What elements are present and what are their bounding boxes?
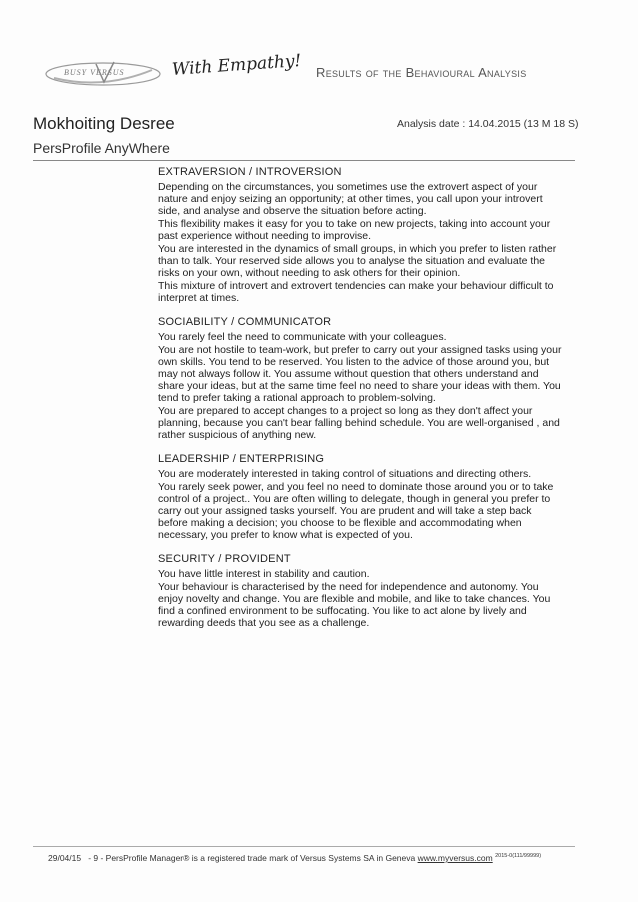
- section-title: LEADERSHIP / ENTERPRISING: [158, 453, 325, 465]
- tagline: With Empathy!: [171, 50, 302, 80]
- footer-text: - 9 - PersProfile Manager® is a registered trade mark of Versus Systems SA in Geneva: [88, 853, 416, 863]
- section-paragraph: You rarely feel the need to communicate with your colleagues.: [158, 331, 447, 343]
- section-title: SECURITY / PROVIDENT: [158, 553, 291, 565]
- section-paragraph: You have little interest in stability and caution.: [158, 568, 370, 580]
- analysis-section: [158, 316, 563, 441]
- person-name: Mokhoiting Desree: [33, 114, 175, 133]
- analysis-date: Analysis date : 14.04.2015 (13 M 18 S): [397, 118, 579, 130]
- section-paragraph: You are prepared to accept changes to a project so long as they don't affect your planning, because you can't bear falling behind schedule. You are well-organised , and rather suspicious of anything new.: [158, 405, 560, 441]
- section-paragraph: You are interested in the dynamics of small groups, in which you prefer to listen rather than to talk. Your reserved side allows you to analyse the situation and evaluate the risks on your own, without needing to ask others for their opinion.: [158, 243, 557, 279]
- analysis-section: [158, 453, 563, 541]
- section-title: SOCIABILITY / COMMUNICATOR: [158, 316, 332, 328]
- profile-name: PersProfile AnyWhere: [33, 140, 170, 156]
- header-divider: [33, 160, 575, 161]
- section-title: EXTRAVERSION / INTROVERSION: [158, 166, 342, 178]
- section-paragraph: You are moderately interested in taking control of situations and directing others.: [158, 468, 532, 480]
- section-paragraph: Depending on the circumstances, you sometimes use the extrovert aspect of your nature and enjoy seizing an opportunity; at other times, you call upon your introvert side, and analyse and observe the situation before acting.: [158, 181, 543, 217]
- footer-divider: [33, 846, 575, 847]
- footer-link[interactable]: www.myversus.com: [417, 853, 493, 863]
- footer-date: 29/04/15: [48, 853, 82, 863]
- analysis-section: [158, 553, 563, 629]
- footer-code: 2015-0(111/99999): [495, 853, 542, 860]
- versus-logo: [44, 60, 162, 88]
- page-header-title: Results of the Behavioural Analysis: [316, 65, 527, 80]
- section-paragraph: You are not hostile to team-work, but prefer to carry out your assigned tasks using your own skills. You tend to be reserved. You listen to the advice of those around you, but may not always follow it. You assume without question that others understand and share your ideas, but at the same time feel no need to share your ideas with them. You tend to prefer taking a rational approach to problem-solving.: [158, 344, 562, 404]
- footer: [48, 853, 541, 863]
- section-paragraph: This mixture of introvert and extrovert tendencies can make your behaviour difficult to interpret at times.: [158, 280, 554, 304]
- section-paragraph: This flexibility makes it easy for you to take on new projects, taking into account your past experience without needing to improvise.: [158, 218, 551, 242]
- section-paragraph: You rarely seek power, and you feel no need to dominate those around you or to take control of a project.. You are often willing to delegate, though in general you prefer to carry out your assigned tasks yourself. You are prudent and will take a step back before making a decision; you choose to be flexible and accommodating when necessary, you prefer to know what is expected of you.: [158, 481, 554, 541]
- analysis-content: [158, 166, 563, 641]
- analysis-section: [158, 166, 563, 304]
- logo-text: BUSY VERSUS: [64, 68, 125, 77]
- section-paragraph: Your behaviour is characterised by the need for independence and autonomy. You enjoy novelty and change. You are flexible and mobile, and like to take chances. You find a confined environment to be suffocating. You like to act alone by lively and rewarding deeds that you see as a challenge.: [158, 581, 551, 629]
